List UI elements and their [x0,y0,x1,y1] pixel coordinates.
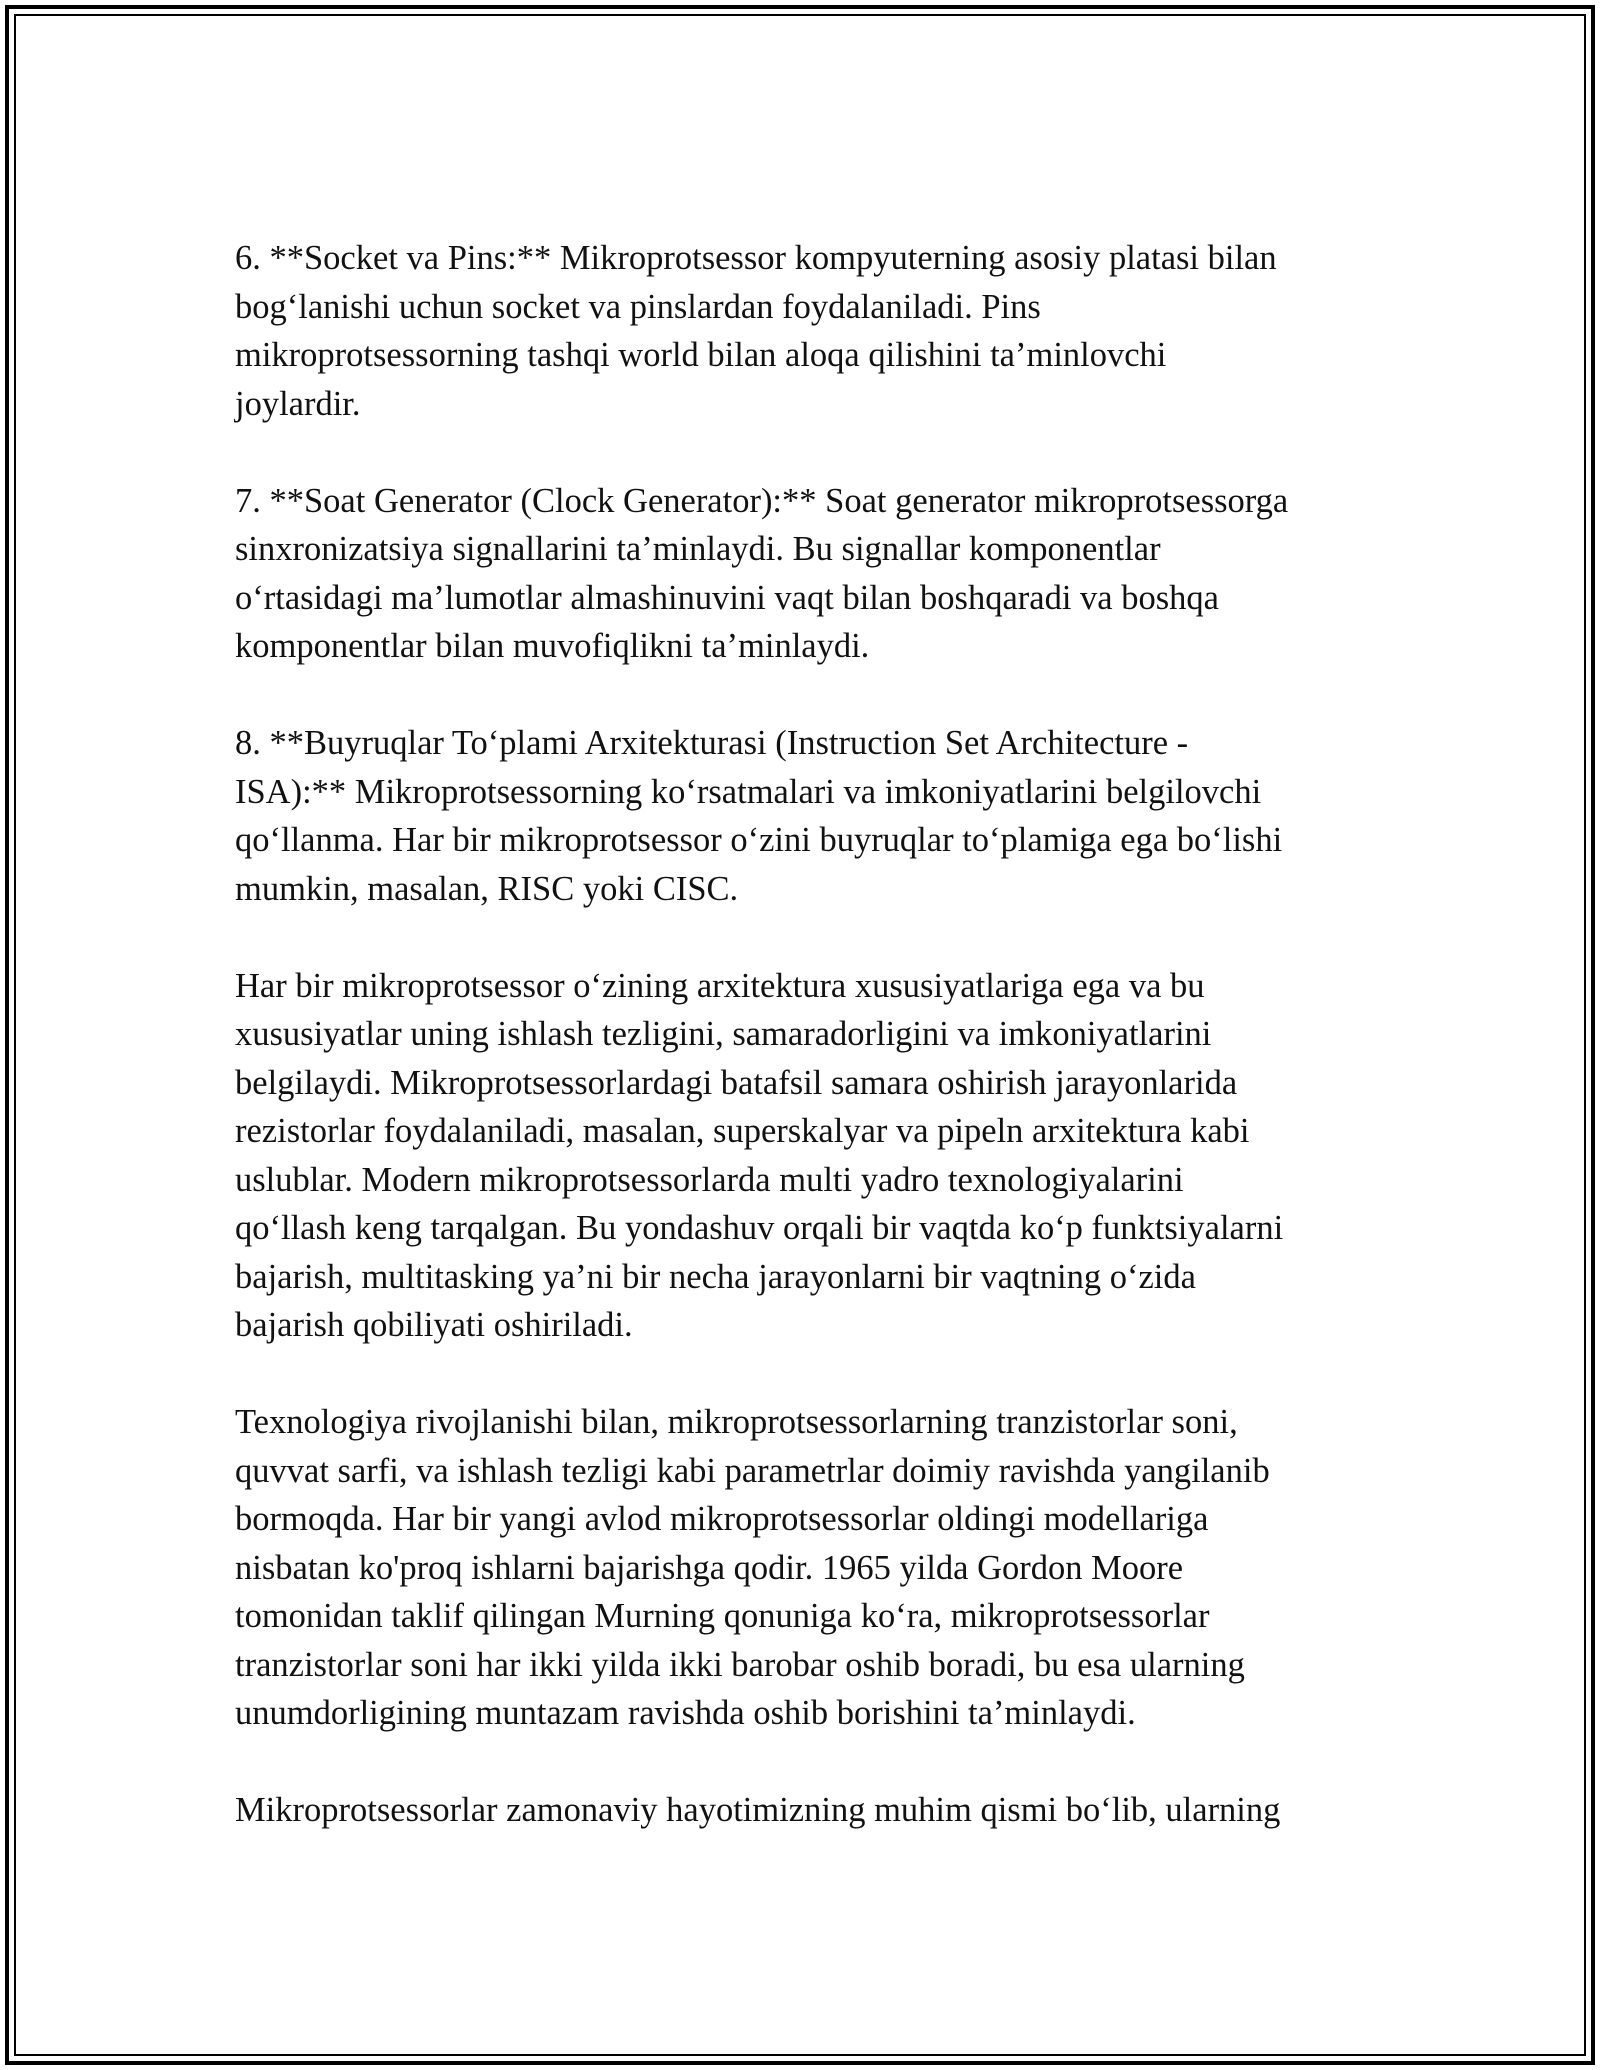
text-line: 8. **Buyruqlar To‘plami Arxitekturasi (Instruction Set Architecture - [235,724,1189,762]
document-body [235,234,1375,1835]
paragraph-conclusion [235,1786,1375,1835]
text-line: sinxronizatsiya signallarini ta’minlaydi. Bu signallar komponentlar [235,530,1161,568]
text-line: tranzistorlar soni har ikki yilda ikki barobar oshib boradi, bu esa ularning [235,1645,1245,1684]
text-line: Texnologiya rivojlanishi bilan, mikroprotsessorlarning tranzistorlar soni, [235,1403,1238,1441]
text-line: belgilaydi. Mikroprotsessorlardagi batafsil samara oshirish jarayonlarida [235,1063,1238,1102]
paragraph-technology [235,1398,1375,1738]
text-line: qo‘llanma. Har bir mikroprotsessor o‘zini buyruqlar to‘plamiga ega bo‘lishi [235,821,1283,859]
text-line: tomonidan taklif qilingan Murning qonuniga ko‘ra, mikroprotsessorlar [235,1597,1210,1635]
text-line: nisbatan ko'proq ishlarni bajarishga qodir. 1965 yilda Gordon Moore [235,1548,1184,1587]
text-line: Har bir mikroprotsessor o‘zining arxitektura xususiyatlariga ega va bu [235,966,1205,1005]
paragraph-clock-generator [235,477,1375,671]
text-line: joylardir. [235,384,361,423]
text-line: qo‘llash keng tarqalgan. Bu yondashuv orqali bir vaqtda ko‘p funktsiyalarni [235,1209,1284,1247]
text-line: o‘rtasidagi ma’lumotlar almashinuvini vaqt bilan boshqaradi va boshqa [235,578,1219,617]
text-line: quvvat sarfi, va ishlash tezligi kabi parametrlar doimiy ravishda yangilanib [235,1451,1270,1490]
text-line: Mikroprotsessorlar zamonaviy hayotimizning muhim qismi bo‘lib, ularning [235,1791,1281,1829]
text-line: bajarish, multitasking ya’ni bir necha jarayonlarni bir vaqtning o‘zida [235,1257,1196,1296]
paragraph-architecture [235,962,1375,1350]
text-line: 6. **Socket va Pins:** Mikroprotsessor kompyuterning asosiy platasi bilan [235,239,1277,277]
text-line: bajarish qobiliyati oshiriladi. [235,1306,633,1344]
text-line: xususiyatlar uning ishlash tezligini, samaradorligini va imkoniyatlarini [235,1015,1212,1053]
text-line: mikroprotsessorning tashqi world bilan aloqa qilishini ta’minlovchi [235,336,1167,374]
text-line: bog‘lanishi uchun socket va pinslardan foydalaniladi. Pins [235,287,1041,326]
text-line: ISA):** Mikroprotsessorning ko‘rsatmalari va imkoniyatlarini belgilovchi [235,772,1262,811]
paragraph-socket-pins [235,234,1375,428]
text-line: mumkin, masalan, RISC yoki CISC. [235,869,739,908]
paragraph-instruction-set [235,719,1375,913]
text-line: komponentlar bilan muvofiqlikni ta’minlaydi. [235,627,870,665]
text-line: rezistorlar foydalaniladi, masalan, superskalyar va pipeln arxitektura kabi [235,1112,1250,1150]
text-line: unumdorligining muntazam ravishda oshib borishini ta’minlaydi. [235,1694,1136,1732]
text-line: 7. **Soat Generator (Clock Generator):** Soat generator mikroprotsessorga [235,481,1289,520]
text-line: bormoqda. Har bir yangi avlod mikroprotsessorlar oldingi modellariga [235,1500,1209,1538]
text-line: uslublar. Modern mikroprotsessorlarda multi yadro texnologiyalarini [235,1160,1184,1199]
